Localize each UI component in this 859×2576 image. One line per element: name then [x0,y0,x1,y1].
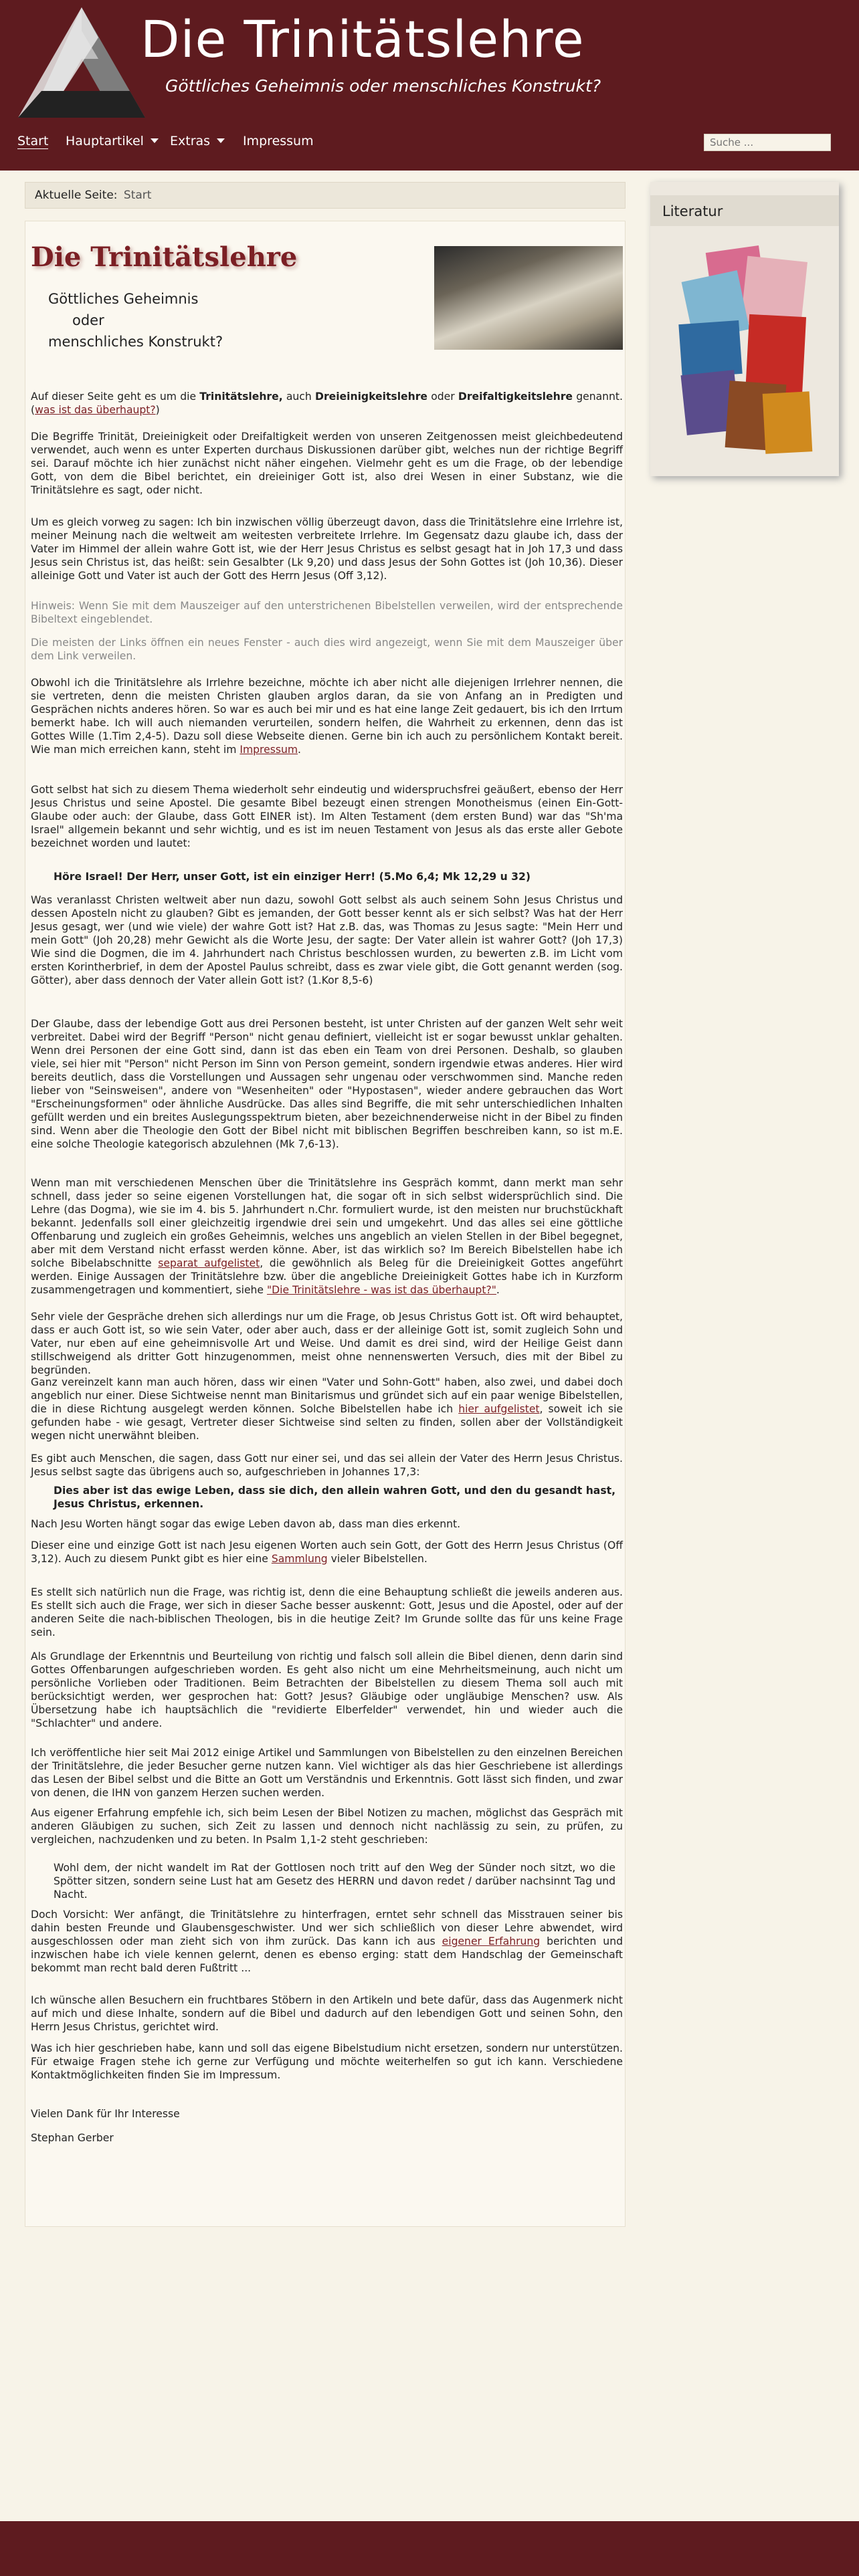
text-bold: Trinitätslehre, [199,391,283,403]
book-collage[interactable] [677,249,818,456]
paragraph-veroeffentlichung: Ich veröffentliche hier seit Mai 2012 einige Artikel und Sammlungen von Bibelstellen zu den einzelnen Bereichen der Trinitätslehre, die jeder Besucher gerne nutzen kann. Viel wichtiger als das hier Geschriebene ist allerdings das Lesen der Bibel selbst und die Bitte an Gott um Verständnis und Erkenntnis. Gott lässt sich finden, und zwar von denen, die IHN von ganzem Herzen suchen werden. [31,1747,623,1799]
paragraph-monotheismus: Gott selbst hat sich zu diesem Thema wiederholt sehr eindeutig und widerspruchsfrei geäußert, ebenso der Herr Jesus Christus und seine Apostel. Die gesamte Bibel bezeugt einen strengen Monotheismus (einen Ein-Gott-Glaube oder auch: der Glaube, dass Gott EINER ist). Im Alten Testament (dem ersten Bund) war das "Sh'ma Israel" allgemein bekannt und sehr wichtig, und es ist im neuen Testament von Jesus als das erste aller Gebote bezeichnet worden und lautet: [31,784,623,849]
text: Dieser eine und einzige Gott ist nach Jesu eigenen Worten auch sein Gott, der Gott des Herrn Jesus Christus (Off 3,12). Auch zu diesem Punkt gibt es hier eine [31,1539,623,1565]
paragraph-irrlehre [31,676,623,756]
nav-impressum[interactable]: Impressum [243,134,314,148]
caret-down-icon [151,138,159,143]
subtitle-line-2: oder [72,312,104,328]
text: Auf dieser Seite geht es um die [31,391,200,403]
nav-hauptartikel-label: Hauptartikel [66,134,144,148]
page-subtitle [48,288,223,352]
text: , die gewöhnlich als Beleg für die Dreieinigkeit Gottes angeführt werden. Einige Aussagen der Trinitätslehre bzw. über die angebliche Dreieinigkeit Gottes habe ich in Kurzform zusammengetragen und kommentiert, siehe [31,1257,623,1296]
paragraph-erfahrung: Aus eigener Erfahrung empfehle ich, sich beim Lesen der Bibel Notizen zu machen, möglichst das Gespräch mit anderen Gläubigen zu suchen, sich Zeit zu lassen und dennoch nicht nachlässig zu sein, zu prüfen, zu vergleichen, nachzudenken und zu beten. In Psalm 1,1-2 steht geschrieben: [31,1807,623,1846]
sidebar-literatur [650,182,839,476]
quote-johannes-17-3: Dies aber ist das ewige Leben, dass sie dich, den allein wahren Gott, und den du gesandt hast, Jesus Christus, erkennen. [54,1485,615,1510]
text: Obwohl ich die Trinitätslehre als Irrlehre bezeichne, möchte ich aber nicht alle diejenigen Irrlehrer nennen, die sie vertreten, denn die meisten Christen glauben arglos daran, da sie von Anfang an in Predigten und Gesprächen nichts anderes hören. So war es auch bei mir und es hat eine lange Zeit gedauert, bis ich den Irrtum bemerkt habe. Ich will auch niemanden verurteilen, sondern helfen, die Wahrheit zu erkennen, denn das ist Gottes Wille (1.Tim 2,4-5). Dazu soll diese Webseite dienen. Gerne bin ich auch zu persönlichem Kontakt bereit. Wie man mich erreichen kann, steht im [31,677,623,756]
link-sammlung[interactable]: Sammlung [271,1553,328,1565]
text-bold: Dreifaltigkeitslehre [458,391,573,403]
paragraph-ein-gott: Es gibt auch Menschen, die sagen, dass Gott nur einer sei, und das sei allein der Vater des Herrn Jesus Christus. Jesus selbst sagte das übrigens auch so, aufgeschrieben in Johannes 17,3: [31,1453,623,1478]
text: , soweit ich sie gefunden habe - wie gesagt, Vertreter dieser Sichtweise sind selten zu finden, sollen aber der Vollständigkeit wegen nicht unerwähnt bleiben. [31,1403,623,1442]
sidebar-header [650,195,839,226]
text: Wenn man mit verschiedenen Menschen über die Trinitätslehre ins Gespräch kommt, dann merkt man sehr schnell, dass jeder so seine eigenen Vorstellungen hat, die sogar oft in sich selbst widersprüchlich sind. Die Lehre (das Dogma), wie sie im 4. bis 5. Jahrhundert n.Chr. formuliert wurde, ist den meisten nur bruchstückhaft bekannt. Jedenfalls soll einer gleichzeitig irgendwie drei sein und umgekehrt. Und das alles sei eine göttliche Offenbarung und zugleich ein großes Geheimnis, welches uns angeblich an vielen Stellen in der Bibel begegnet, aber mit dem Verstand nicht erfasst werden könne. Aber, ist das wirklich so? Im Bereich Bibelstellen habe ich solche Bibelabschnitte [31,1177,623,1269]
caret-down-icon [217,138,225,143]
text: Ganz vereinzelt kann man auch hören, dass wir einen "Vater und Sohn-Gott" haben, also zwei, und dabei doch angeblich nur einer. Diese Sichtweise nennt man Binitarismus und gründet sich auf ein paar wenige Bibelstellen, die in diese Richtung ausgelegt werden können. Solche Bibelstellen habe ich [31,1376,623,1415]
closing-thanks: Vielen Dank für Ihr Interesse [31,2108,180,2120]
text: vieler Bibelstellen. [327,1553,427,1565]
penrose-triangle-logo[interactable] [15,4,149,122]
book-cover [678,320,742,378]
link-impressum[interactable]: Impressum [240,744,298,756]
text: berichten und inzwischen habe ich viele kennen gelernt, denen es ebenso erging: statt dem Handschlag der Gemeinschaft bekommt man recht bald deren Fußtritt ... [31,1935,623,1974]
quote-psalm-1: Wohl dem, der nicht wandelt im Rat der Gottlosen noch tritt auf den Weg der Sünder noch sitzt, wo die Spötter sitzen, sondern seine Lust hat am Gesetz des HERRN und davon redet / darüber nachsinnt Tag und Nacht. [54,1862,615,1901]
paragraph-grundlage: Als Grundlage der Erkenntnis und Beurteilung von richtig und falsch soll allein die Bibel dienen, denn darin sind Gottes Offenbarungen aufgeschrieben worden. Es geht also nicht um eine Mehrheitsmeinung, auch nicht um persönliche Vorlieben oder Traditionen. Beim Betrachten der Bibelstellen zu diesem Thema soll auch mit berücksichtigt werden, wer gesprochen hat: Gott? Jesus? Gläubige oder ungläubige Menschen? usw. Als Übersetzung habe ich hauptsächlich die "revidierte Elberfelder" verwendet, hin und wieder auch die "Schlachter" und andere. [31,1650,623,1729]
breadcrumb-current: Start [123,189,152,202]
open-bible-image [434,246,623,350]
search-input[interactable] [704,134,831,151]
nav-extras-label: Extras [170,134,211,148]
paragraph-vorsicht [31,1908,623,1975]
paragraph-begriffe: Die Begriffe Trinität, Dreieinigkeit oder Dreifaltigkeit werden von unseren Zeitgenossen meist gleichbedeutend verwendet, auch wenn es unter Experten durchaus Diskussionen darüber gibt, welches nun der richtige Begriff sei. Darauf möchte ich hier zunächst nicht näher eingehen. Vielmehr geht es um die Frage, ob der lebendige Gott, von dem die Bibel berichtet, ein dreieiniger Gott ist, also drei Wesen in einer Substanz, wie die Trinitätslehre es sagt, oder nicht. [31,431,623,496]
author-name: Stephan Gerber [31,2132,114,2144]
breadcrumb [25,182,626,209]
link-separat-aufgelistet[interactable]: separat aufgelistet [158,1257,260,1269]
hint-links: Die meisten der Links öffnen ein neues Fenster - auch dies wird angezeigt, wenn Sie mit dem Mauszeiger über dem Link verweilen. [31,637,623,662]
link-hier-aufgelistet[interactable]: hier aufgelistet [458,1403,540,1415]
paragraph-frage: Es stellt sich natürlich nun die Frage, was richtig ist, denn die eine Behauptung schließt die jeweils anderen aus. Es stellt sich auch die Frage, wer sich in dieser Sache besser auskennt: Gott, Jesus und die Apostel, oder auf der anderen Seite die nach-biblischen Theologen, bis in die heutige Zeit? Im Grunde sollte das für uns keine Frage sein. [31,1586,623,1638]
page-title: Die Trinitätslehre [31,241,298,273]
paragraph-binitarismus [31,1376,623,1442]
link-eigener-erfahrung[interactable]: eigener Erfahrung [442,1935,541,1947]
nav-hauptartikel[interactable] [66,134,159,148]
text: . [496,1284,500,1296]
subtitle-line-3: menschliches Konstrukt? [48,334,223,350]
paragraph-gespraeche [31,1176,623,1297]
paragraph-sein-gott [31,1539,623,1566]
nav-extras[interactable] [170,134,225,148]
text: . [298,744,301,756]
paragraph-wunsch: Ich wünsche allen Besuchern ein fruchtbares Stöbern in den Artikeln und bete dafür, dass das Augenmerk nicht auf mich und diese Inhalte, sondern auf die Bibel und dadurch auf den lebendigen Gott und seinen Sohn, den Herrn Jesus Christus, gerichtet wird. [31,1994,623,2033]
paragraph-christen: Was veranlasst Christen weltweit aber nun dazu, sowohl Gott selbst als auch seinem Sohn Jesus Christus und dessen Aposteln nicht zu glauben? Gibt es jemanden, der Gott besser kennt als er sich selbst? Was hat der Herr Jesus gesagt, wer (und wie viele) der wahre Gott ist? Hat z.B. das, was Thomas zu Jesus sagte: "Mein Herr und mein Gott" (Joh 20,28) mehr Gewicht als die Worte Jesu, der sagte: Der Vater allein ist wahrer Gott? (Joh 17,3) Wie sind die Dogmen, die im 4. Jahrhundert nach Christus beschlossen wurden, zu bewerten z.B. im Licht vom ersten Korintherbrief, in dem der Apostel Paulus schreibt, dass es zwar viele gibt, die Gott genannt werden (sog. Götter), aber dass dennoch der Vater allein Gott ist? (1.Kor 8,5-6) [31,894,623,986]
paragraph-ewiges-leben: Nach Jesu Worten hängt sogar das ewige Leben davon ab, dass man dies erkennt. [31,1518,461,1530]
link-was-ist-das[interactable]: was ist das überhaupt? [35,404,156,416]
intro-paragraph [31,390,623,417]
nav-start[interactable]: Start [17,134,49,148]
site-title[interactable]: Die Trinitätslehre [140,9,585,69]
site-header [0,0,859,171]
site-subtitle: Göttliches Geheimnis oder menschliches Konstrukt? [165,76,601,96]
site-footer [0,2521,859,2576]
hint-bibelstellen: Hinweis: Wenn Sie mit dem Mauszeiger auf den unterstrichenen Bibelstellen verweilen, wird der entsprechende Bibeltext eingeblendet. [31,600,623,625]
breadcrumb-label: Aktuelle Seite: [35,189,118,202]
paragraph-personen: Der Glaube, dass der lebendige Gott aus drei Personen besteht, ist unter Christen auf der ganzen Welt sehr weit verbreitet. Dabei wird der Begriff "Person" nicht genau definiert, vielleicht ist er sogar bewusst unklar gehalten. Wenn drei Personen der eine Gott sind, dann ist das eben ein Team von drei Personen. Deshalb, so glauben viele, sei hier mit "Person" nicht Person im Sinn von Person gemeint, sondern irgendwie etwas anderes. Hier wird bereits deutlich, dass die Vorstellungen und Aussagen sehr ungenau oder verschwommen sind. Manche reden lieber von "Seinsweisen", andere von "Wesenheiten" oder "Hypostasen", wieder andere gebrauchen das Wort "Erscheinungsformen" oder ähnliche Ausdrücke. Das alles sind Begriffe, die mit sehr unterschiedlichen Inhalten gefüllt werden und ein breites Auslegungsspektrum bieten, aber bezeichnenderweise nicht in der Bibel zu finden sind. Wenn aber die Theologie den Gott der Bibel nicht mit biblischen Begriffen beschreiben kann, so ist m.E. eine solche Theologie kategorisch abzulehnen (Mk 7,6-13). [31,1018,623,1150]
text: genannt. ( [31,391,623,416]
text: Doch Vorsicht: Wer anfängt, die Trinitätslehre zu hinterfragen, erntet sehr schnell das Misstrauen seiner bis dahin besten Freunde und Glaubensgeschwister. Und wer sich schließlich von dieser Lehre abwendet, wird ausgeschlossen oder man zieht sich von ihm zurück. Das kann ich aus [31,1909,623,1947]
paragraph-bibelstudium: Was ich hier geschrieben habe, kann und soll das eigene Bibelstudium nicht ersetzen, sondern nur unterstützen. Für etwaige Fragen stehe ich gerne zur Verfügung und möchte weiterhelfen so gut ich kann. Verschiedene Kontaktmöglichkeiten finden Sie im Impressum. [31,2042,623,2081]
main-content [25,221,626,2227]
text: ) [155,404,160,416]
paragraph-ueberzeugung: Um es gleich vorweg zu sagen: Ich bin inzwischen völlig überzeugt davon, dass die Trinitätslehre eine Irrlehre ist, meiner Meinung nach die weltweit am weitesten verbreitete Irrlehre. Im Gegensatz dazu glaube ich, dass der Vater im Himmel der allein wahre Gott ist, wie der Herr Jesus Christus es selbst gesagt hat in Joh 17,3 und dass Jesus sein Christus ist, das heißt: sein Gesalbter (Lk 9,20) und dass Jesus der Sohn Gottes ist (Joh 10,36). Dieser alleinige Gott und Vater ist auch der Gott des Herrn Jesus (Off 3,12). [31,516,623,582]
subtitle-line-1: Göttliches Geheimnis [48,291,199,307]
book-cover [763,391,813,454]
link-trinitaetslehre-was-ist-das[interactable]: "Die Trinitätslehre - was ist das überhaupt?" [266,1284,496,1296]
text: oder [427,391,458,403]
text: auch [282,391,315,403]
paragraph-jesus-gott: Sehr viele der Gespräche drehen sich allerdings nur um die Frage, ob Jesus Christus Gott ist. Oft wird behauptet, dass er auch Gott ist, so wie sein Vater, oder aber auch, dass er der alleinige Gott ist, somit zugleich Sohn und Vater, nur eben auf eine geheimnisvolle Art und Weise. Und damit es drei sind, wird der Heilige Geist dann stillschweigend als dritter Gott hinzugenommen, meist ohne nennenswerten Versuch, dies mit der Bibel zu begründen. [31,1311,623,1376]
text-bold: Dreieinigkeitslehre [315,391,427,403]
quote-shma-israel: Höre Israel! Der Herr, unser Gott, ist ein einziger Herr! (5.Mo 6,4; Mk 12,29 u 32) [54,871,531,883]
sidebar-title: Literatur [662,203,723,219]
